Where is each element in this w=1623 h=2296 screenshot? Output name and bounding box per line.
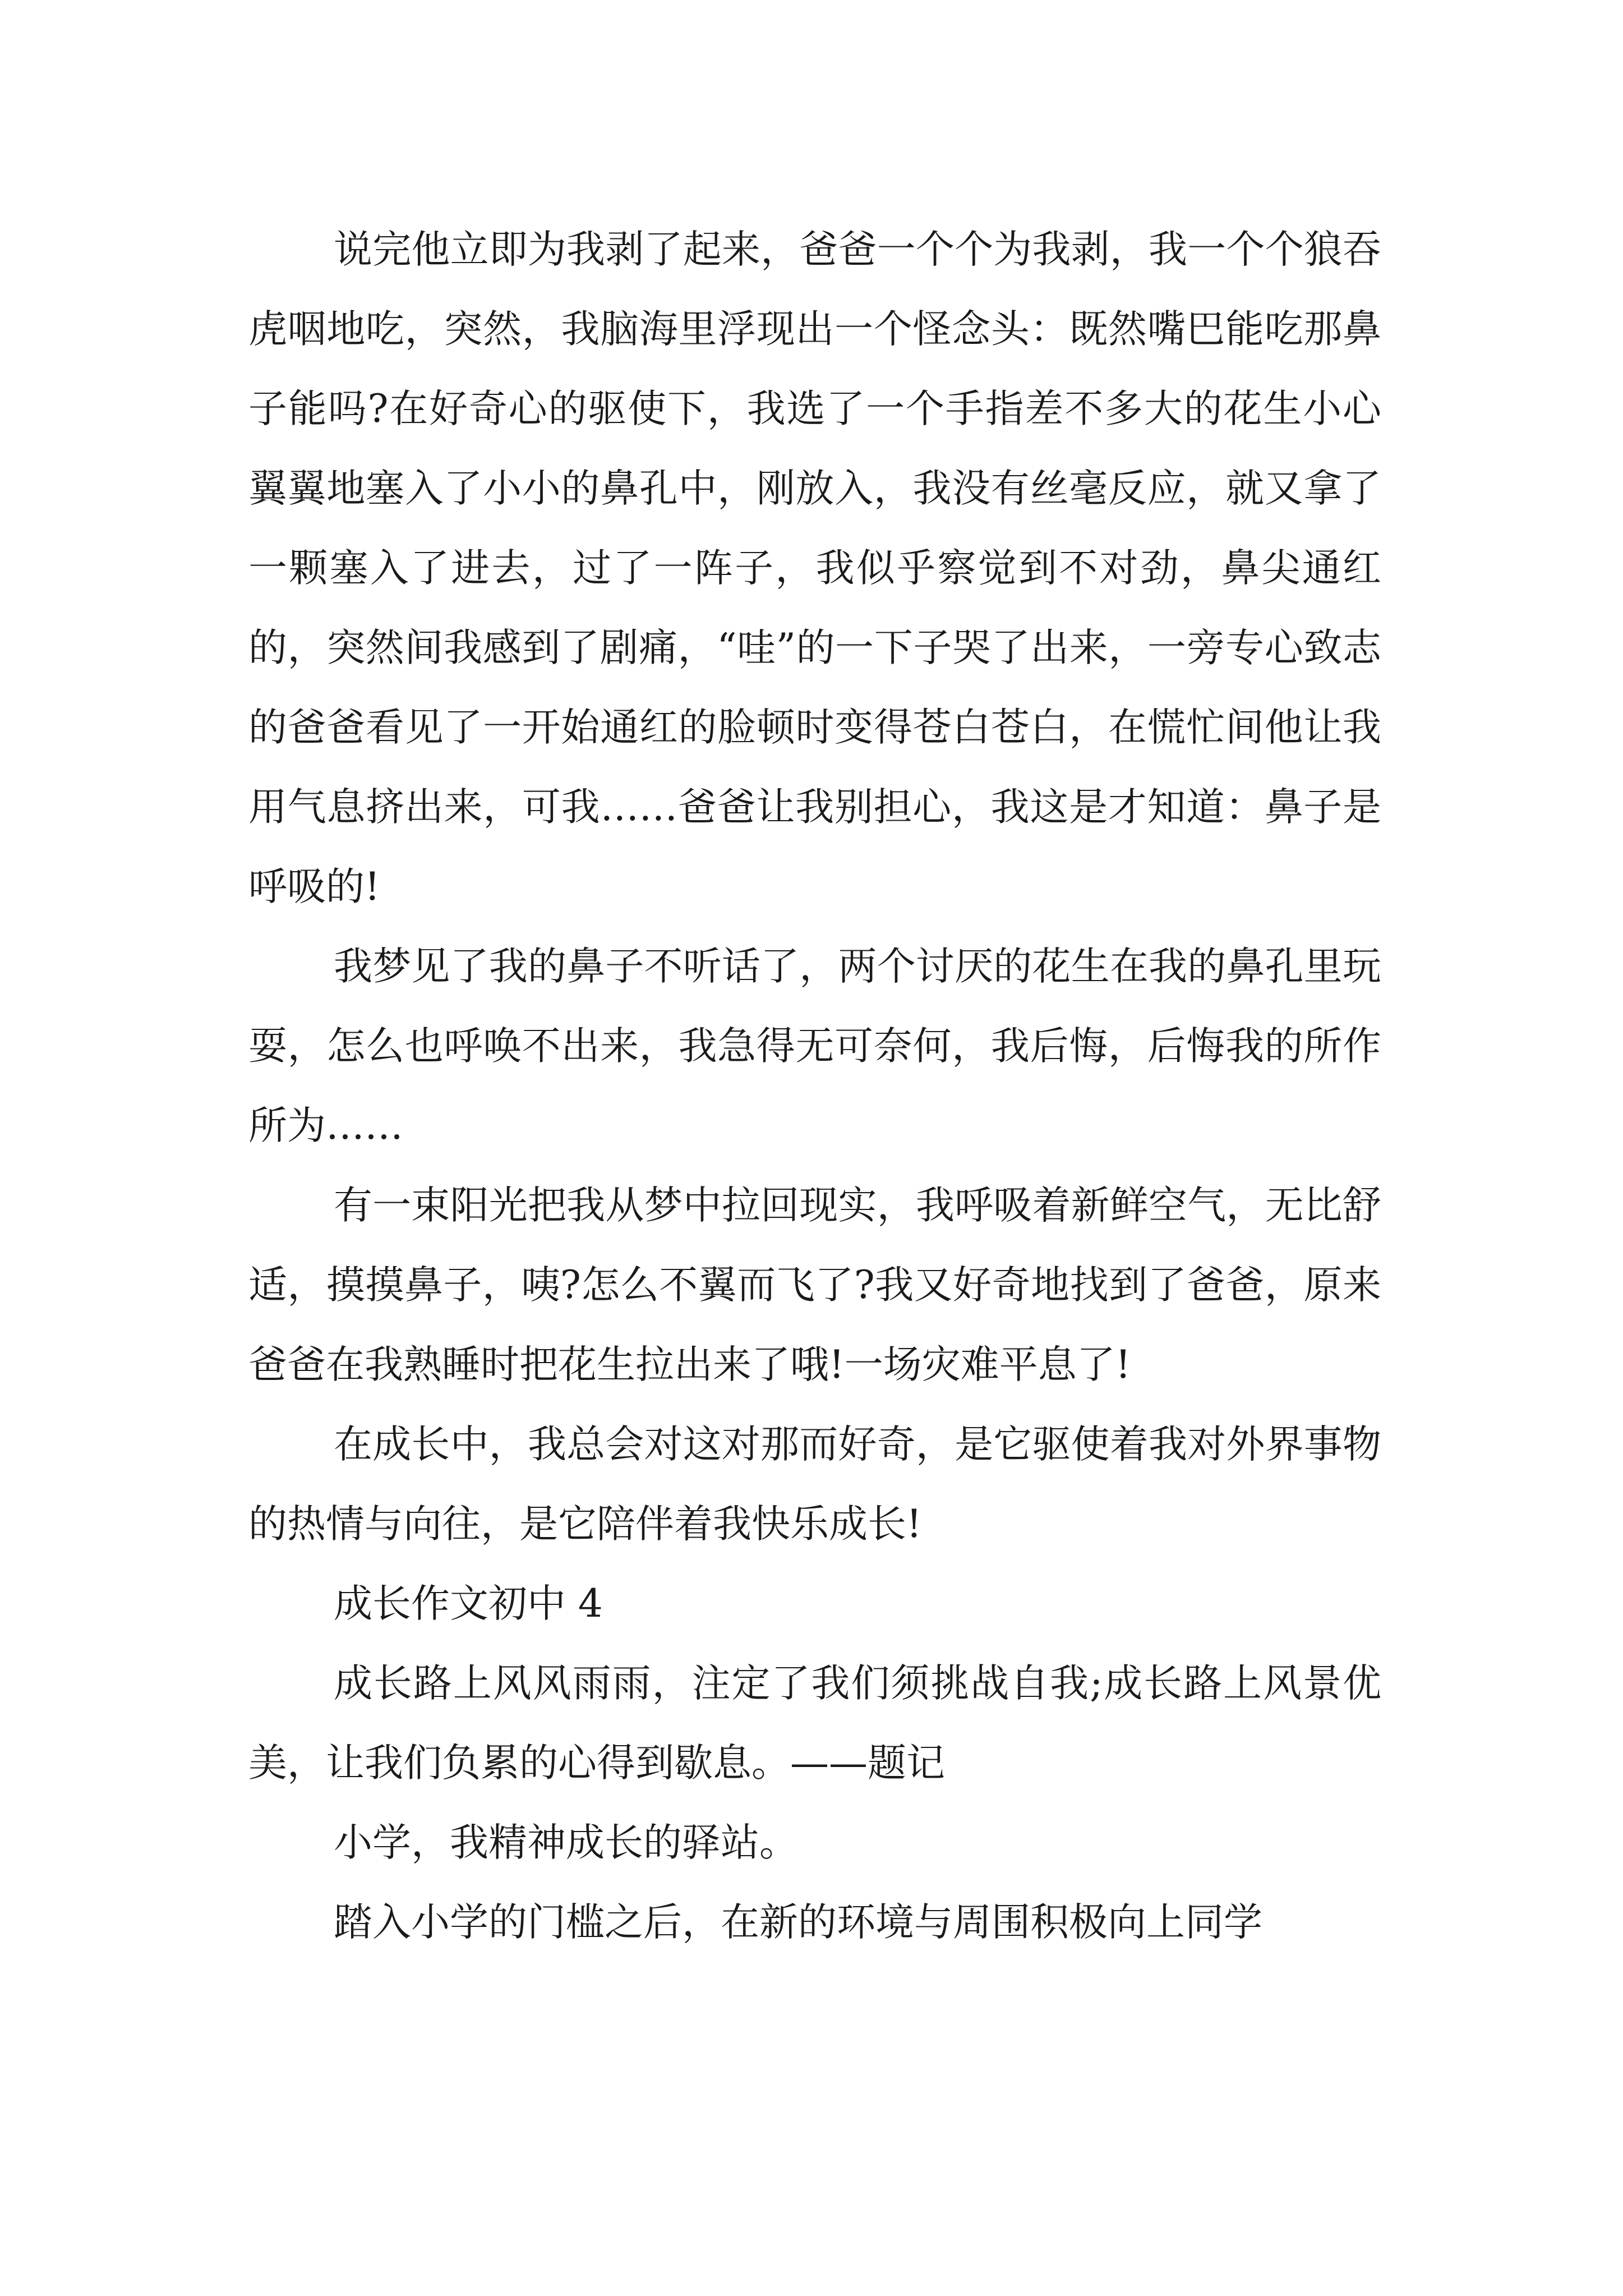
section-title: 成长作文初中 4	[334, 1581, 603, 1626]
paragraph-entering-school: 踏入小学的门槛之后，在新的环境与周围积极向上同学	[334, 1900, 1262, 1945]
document-body	[248, 210, 1381, 1962]
paragraph-dream: 我梦见了我的鼻子不听话了，两个讨厌的花生在我的鼻孔里玩耍，怎么也呼唤不出来，我急得无可奈何，我后悔，后悔我的所作所为……	[248, 944, 1381, 1148]
paragraph-epigraph: 成长路上风风雨雨，注定了我们须挑战自我;成长路上风景优美，让我们负累的心得到歇息。——题记	[248, 1661, 1381, 1786]
paragraph-curiosity: 在成长中，我总会对这对那而好奇，是它驱使着我对外界事物的热情与向往，是它陪伴着我快乐成长!	[248, 1422, 1381, 1547]
paragraph-peanut-story: 说完他立即为我剥了起来，爸爸一个个为我剥，我一个个狼吞虎咽地吃，突然，我脑海里浮现出一个怪念头：既然嘴巴能吃那鼻子能吗?在好奇心的驱使下，我选了一个手指差不多大的花生小心翼翼地塞入了小小的鼻孔中，刚放入，我没有丝毫反应，就又拿了一颗塞入了进去，过了一阵子，我似乎察觉到不对劲，鼻尖通红的，突然间我感到了剧痛，“哇”的一下子哭了出来，一旁专心致志的爸爸看见了一开始通红的脸顿时变得苍白苍白，在慌忙间他让我用气息挤出来，可我……爸爸让我别担心，我这是才知道：鼻子是呼吸的!	[248, 227, 1381, 909]
paragraph-sunlight: 有一束阳光把我从梦中拉回现实，我呼吸着新鲜空气，无比舒适，摸摸鼻子，咦?怎么不翼而飞了?我又好奇地找到了爸爸，原来爸爸在我熟睡时把花生拉出来了哦!一场灾难平息了!	[248, 1183, 1381, 1387]
paragraph-primary-school: 小学，我精神成长的驿站。	[334, 1820, 798, 1865]
